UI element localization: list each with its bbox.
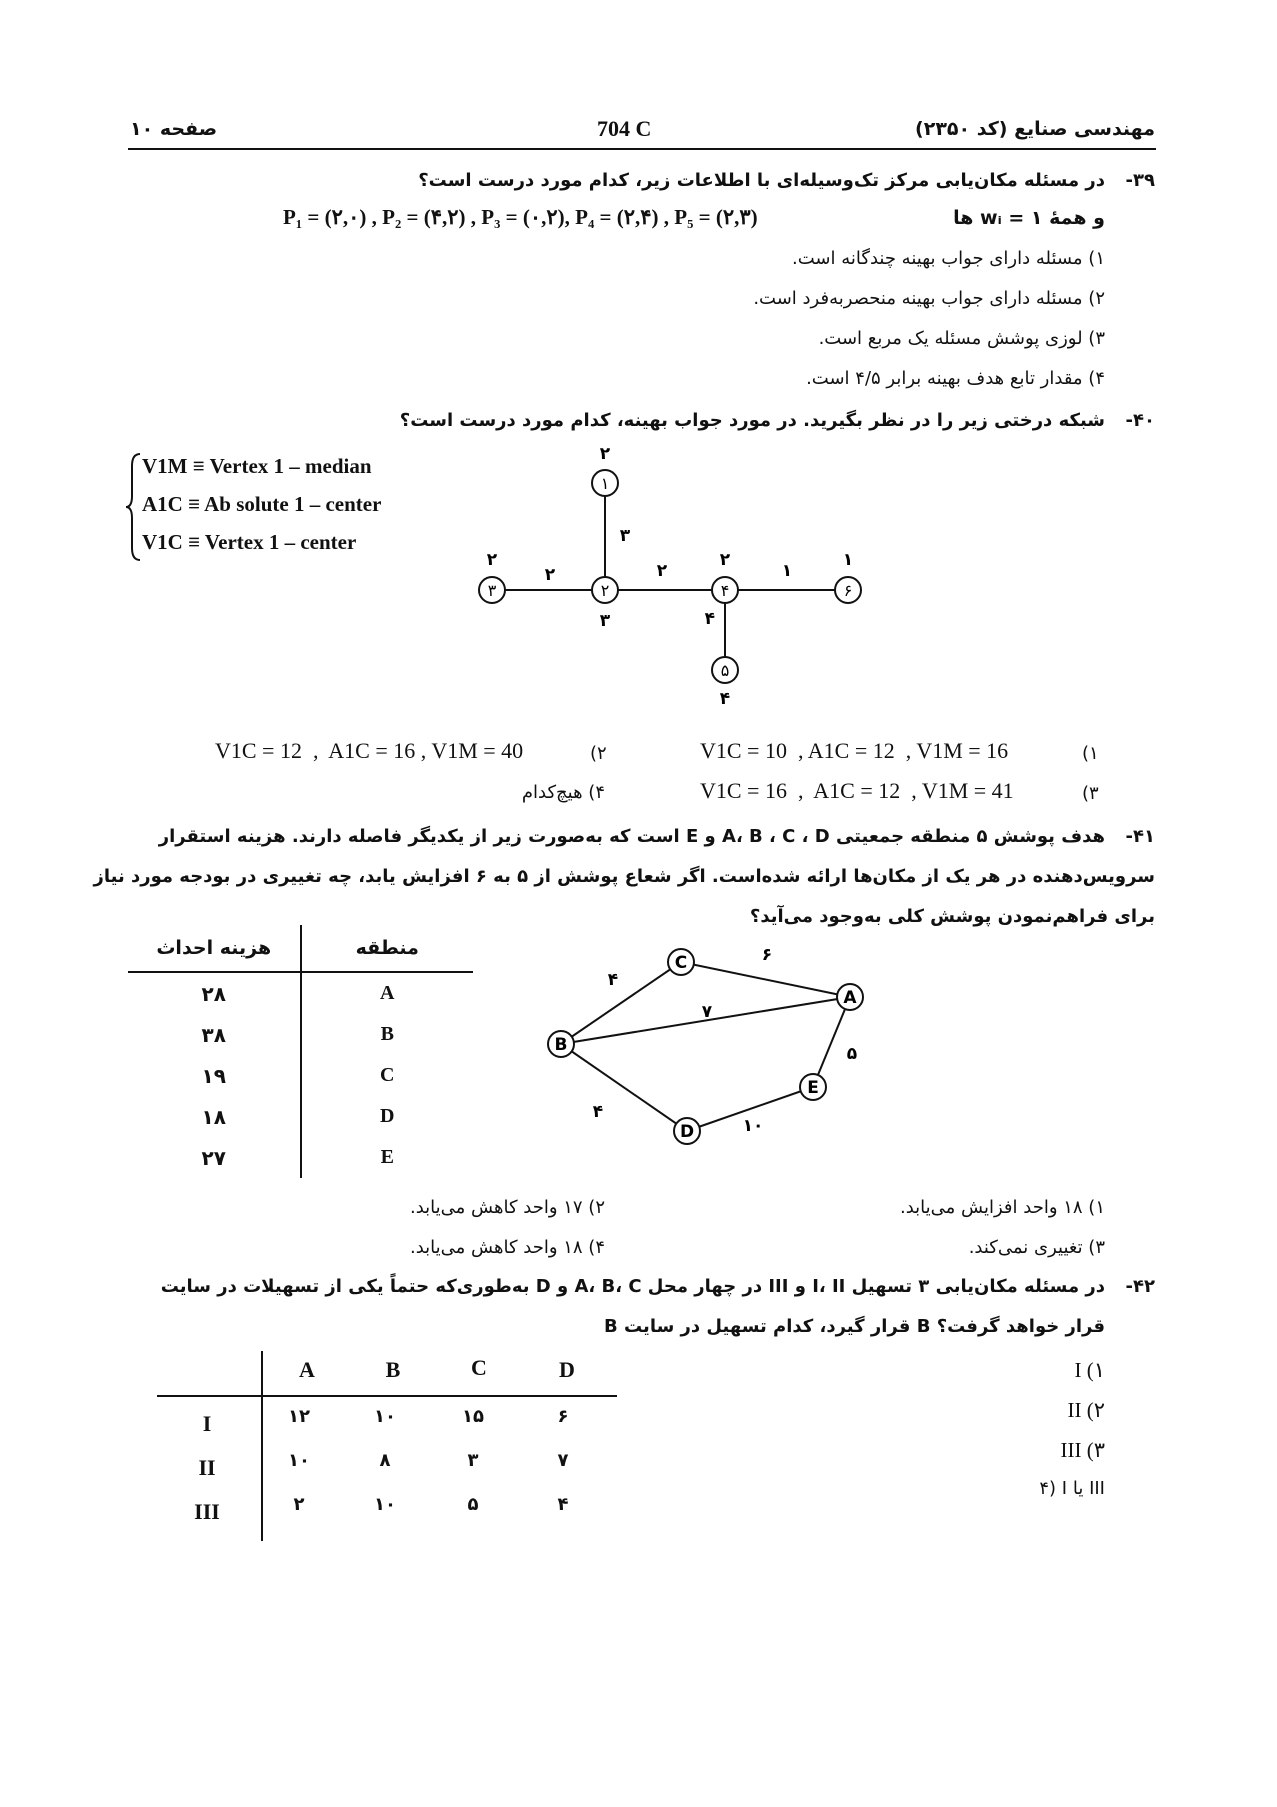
q40-option-3-number: (۳	[1082, 783, 1099, 804]
q41-option-3[interactable]: ۳) تغییری نمی‌کند.	[968, 1237, 1105, 1258]
q39-option-2[interactable]: ۲) مسئله دارای جواب بهینه منحصربه‌فرد است.	[753, 288, 1105, 309]
table-col-a: A	[299, 1357, 315, 1382]
table-col-d: D	[559, 1357, 575, 1382]
graph-edge-c-a	[681, 962, 850, 997]
table-cell: ۴	[557, 1494, 569, 1515]
q40-option-3[interactable]: V1C = 16 , A1C = 12 , V1M = 41	[700, 778, 1014, 803]
table-cell: ۱۵	[462, 1406, 484, 1427]
q40-def-v1c: V1C ≡ Vertex 1 – center	[142, 530, 357, 554]
tree-edge-2-4-length: ۲	[656, 561, 668, 581]
table-cell-cost: ۱۹	[128, 1055, 301, 1096]
table-cell: ۳	[467, 1450, 479, 1471]
q39-weights: و همهٔ wᵢ = ۱ ها	[953, 207, 1105, 229]
graph-edge-b-d-length: ۴	[592, 1102, 604, 1122]
q40-option-2-number: (۲	[590, 743, 607, 764]
q40-option-2[interactable]: V1C = 12 , A1C = 16 , V1M = 40	[215, 738, 524, 763]
graph-edge-b-c	[561, 962, 681, 1044]
table-row-label-i: I	[202, 1411, 212, 1436]
q39-number: -۳۹	[1125, 170, 1155, 191]
graph-edge-c-a-length: ۶	[761, 945, 773, 965]
q42-stem-line-2: B قرار گیرد، کدام تسهیل در سایت B قرار خواهد گرفت؟	[604, 1316, 1105, 1337]
q40-stem: شبکه درختی زیر را در نظر بگیرید. در مورد جواب بهینه، کدام مورد درست است؟	[399, 410, 1105, 431]
graph-edge-b-a-length: ۷	[701, 1002, 713, 1022]
tree-node-5-weight: ۴	[719, 689, 731, 709]
table-cell: ۱۰	[374, 1494, 396, 1515]
tree-node-4-weight: ۲	[719, 550, 731, 570]
table-cell: ۸	[379, 1450, 391, 1471]
q40-option-4[interactable]: ۴) هیچ‌کدام	[521, 782, 605, 803]
q40-def-a1c: A1C ≡ Ab solute 1 – center	[142, 492, 382, 516]
q39-option-1[interactable]: ۱) مسئله دارای جواب بهینه چندگانه است.	[792, 248, 1105, 269]
table-col-c: C	[471, 1355, 487, 1380]
q41-stem-line-2: سرویس‌دهنده در هر یک از مکان‌ها ارائه شده‌است. اگر شعاع پوشش از ۵ به ۶ افزایش یابد، چه تغییری در بودجه مورد نیاز	[93, 866, 1155, 887]
q42-number: -۴۲	[1125, 1276, 1155, 1297]
q40-definitions-brace	[124, 452, 142, 562]
tree-node-4-label: ۴	[720, 581, 730, 600]
q39-option-3[interactable]: ۳) لوزی پوشش مسئله یک مربع است.	[818, 328, 1105, 349]
q40-number: -۴۰	[1125, 410, 1155, 431]
tree-node-1-label: ۱	[600, 474, 610, 493]
tree-edge-4-5-length: ۴	[704, 609, 715, 629]
q42-option-3[interactable]: III (۳	[1060, 1438, 1105, 1462]
tree-node-3-weight: ۲	[486, 550, 498, 570]
q42-cost-table	[157, 1351, 617, 1541]
table-cell: ۶	[557, 1406, 569, 1427]
tree-node-2-label: ۲	[600, 581, 610, 600]
tree-edge-1-2-length: ۳	[619, 526, 631, 546]
table-header-cost: هزینه احداث	[128, 925, 301, 972]
table-cell-region: B	[380, 1023, 394, 1045]
table-row	[128, 1137, 473, 1178]
q40-option-1[interactable]: V1C = 10 , A1C = 12 , V1M = 16	[700, 738, 1009, 763]
tree-node-5-label: ۵	[720, 661, 730, 680]
q39-points: P₁ = (۲,۰) , P₂ = (۴,۲) , P₃ = (۰,۲), P₄ = (۲,۴) , P₅ = (۲,۳)	[283, 205, 758, 229]
q41-cost-table	[128, 925, 473, 1178]
q41-stem-line-3: برای فراهم‌نمودن پوشش کلی به‌وجود می‌آید؟	[749, 906, 1155, 927]
graph-edge-a-e	[813, 997, 850, 1087]
graph-edge-b-d	[561, 1044, 687, 1131]
graph-edge-d-e-length: ۱۰	[742, 1116, 764, 1136]
table-row	[128, 972, 473, 1014]
graph-node-e-label: E	[807, 1078, 819, 1098]
table-header-row	[128, 925, 473, 972]
table-cell-cost: ۱۸	[128, 1096, 301, 1137]
q41-number: -۴۱	[1125, 826, 1155, 847]
q42-stem-line-1: در مسئله مکان‌یابی ۳ تسهیل I، II و III در چهار محل A، B، C و D به‌طوری‌که حتماً یکی از تسهیلات در سایت	[160, 1276, 1105, 1297]
tree-edge-4-6-length: ۱	[781, 561, 793, 581]
q40-tree-network	[440, 440, 880, 710]
tree-edge-3-2-length: ۲	[544, 565, 556, 585]
table-cell-region: E	[380, 1146, 394, 1168]
graph-edge-b-c-length: ۴	[607, 970, 619, 990]
table-vertical-rule	[261, 1351, 263, 1541]
header-course-title: مهندسی صنایع (کد ۲۳۵۰)	[915, 118, 1155, 140]
q42-option-4[interactable]: ۴) I یا III	[1039, 1478, 1105, 1499]
table-cell-region: D	[380, 1105, 395, 1127]
table-cell: ۱۰	[288, 1450, 310, 1471]
table-header-region: منطقه	[355, 937, 419, 959]
tree-node-6-label: ۶	[843, 581, 853, 600]
q42-option-1[interactable]: I (۱	[1074, 1358, 1105, 1382]
header-booklet-code: 704 C	[597, 116, 652, 141]
table-cell: ۱۲	[288, 1406, 310, 1427]
graph-node-a-label: A	[843, 988, 857, 1008]
tree-node-1-weight: ۲	[599, 444, 611, 464]
tree-node-6-weight: ۱	[842, 550, 854, 570]
table-cell: ۵	[467, 1494, 479, 1515]
q40-option-1-number: (۱	[1082, 743, 1099, 764]
table-cell: ۱۰	[374, 1406, 396, 1427]
q41-option-2[interactable]: ۲) ۱۷ واحد کاهش می‌یابد.	[409, 1197, 605, 1218]
table-cell-region: A	[380, 982, 395, 1004]
table-row	[128, 1096, 473, 1137]
header-page-number: صفحه ۱۰	[130, 118, 218, 140]
table-col-b: B	[385, 1357, 401, 1382]
q41-option-1[interactable]: ۱) ۱۸ واحد افزایش می‌یابد.	[899, 1197, 1105, 1218]
table-row	[128, 1014, 473, 1055]
table-row	[128, 1055, 473, 1096]
graph-edge-a-e-length: ۵	[846, 1044, 858, 1064]
q41-option-4[interactable]: ۴) ۱۸ واحد کاهش می‌یابد.	[409, 1237, 605, 1258]
q39-option-4[interactable]: ۴) مقدار تابع هدف بهینه برابر ۴/۵ است.	[806, 368, 1105, 389]
table-row-label-ii: II	[198, 1455, 216, 1480]
table-cell-cost: ۲۸	[128, 972, 301, 1014]
q41-stem-line-1: هدف پوشش ۵ منطقه جمعیتی A، B ، C ، D و E است که به‌صورت زیر از یکدیگر فاصله دارند. هزینه استقرار	[158, 826, 1105, 847]
q41-distance-graph	[535, 940, 885, 1160]
table-cell-region: C	[380, 1064, 395, 1086]
graph-node-d-label: D	[679, 1122, 695, 1142]
graph-node-b-label: B	[554, 1035, 568, 1055]
graph-node-c-label: C	[674, 953, 688, 973]
q40-def-v1m: V1M ≡ Vertex 1 – median	[142, 454, 372, 478]
q39-stem: در مسئله مکان‌یابی مرکز تک‌وسیله‌ای با اطلاعات زیر، کدام مورد درست است؟	[418, 170, 1105, 191]
q42-option-2[interactable]: II (۲	[1067, 1398, 1105, 1422]
tree-node-3-label: ۳	[487, 581, 497, 600]
table-cell-cost: ۳۸	[128, 1014, 301, 1055]
header-rule	[128, 148, 1156, 150]
table-row-label-iii: III	[194, 1499, 220, 1524]
table-horizontal-rule	[157, 1395, 617, 1397]
table-cell: ۲	[293, 1494, 305, 1515]
table-cell: ۷	[557, 1450, 569, 1471]
tree-node-2-weight: ۳	[599, 611, 611, 631]
table-cell-cost: ۲۷	[128, 1137, 301, 1178]
